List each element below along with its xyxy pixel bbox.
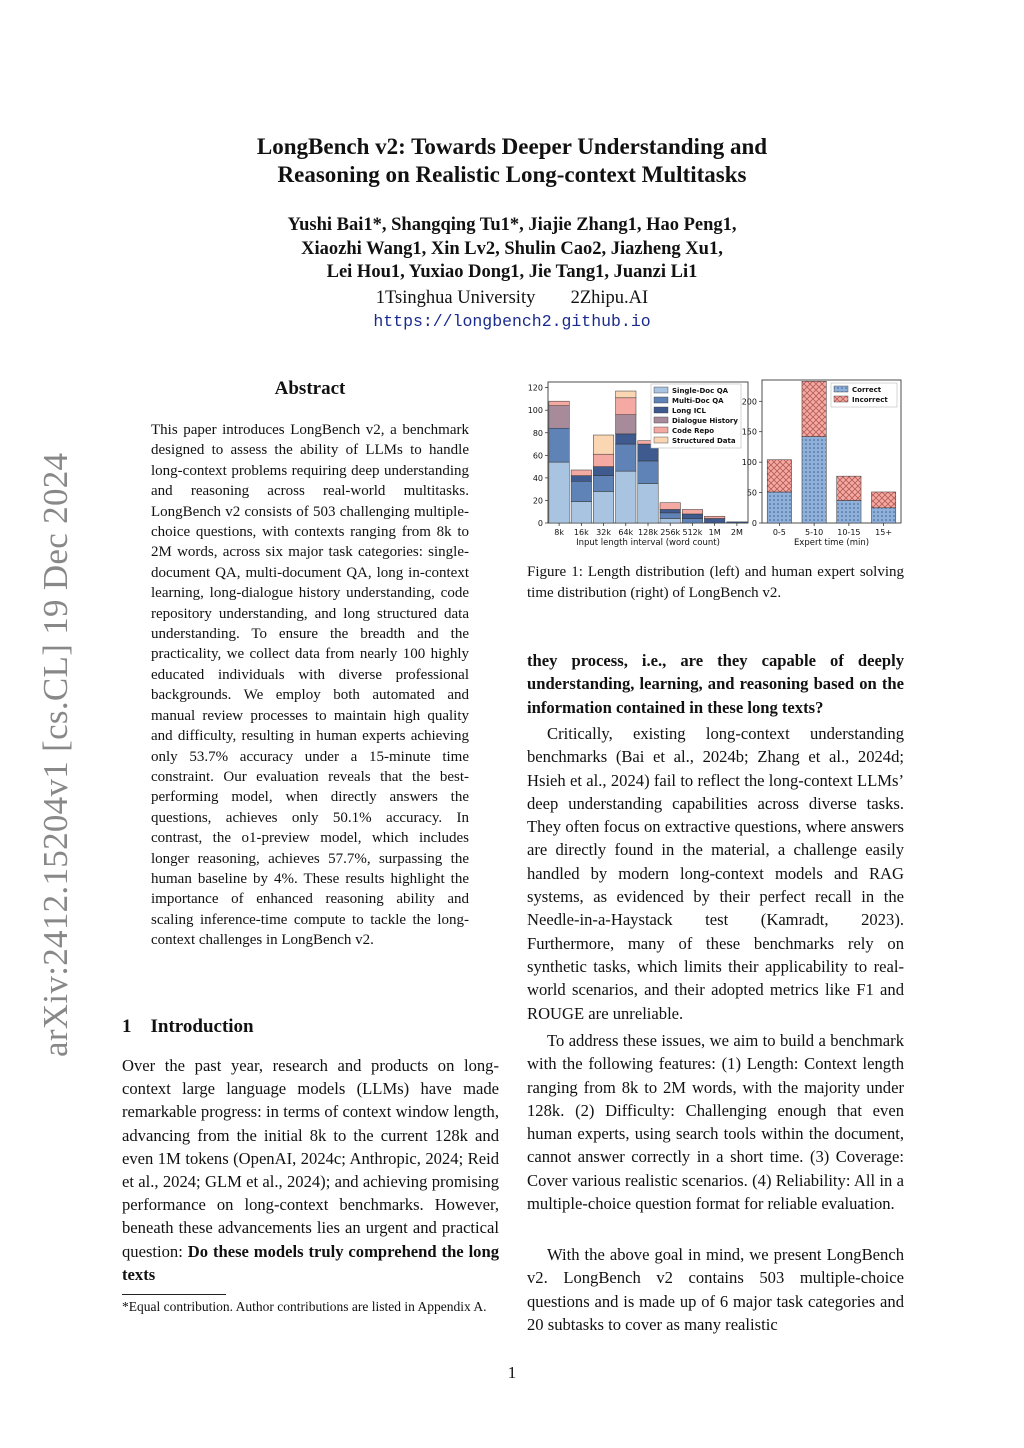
bar-segment	[660, 518, 680, 523]
figure-caption: Figure 1: Length distribution (left) and human expert solving time distribution (right) of LongBench v2.	[527, 564, 904, 601]
bar-segment	[571, 502, 591, 523]
y-tick-label: 100	[741, 458, 757, 468]
legend-swatch	[834, 396, 848, 402]
y-tick-label: 60	[532, 451, 543, 461]
affiliations	[0, 287, 1024, 309]
abstract-heading: Abstract	[274, 378, 346, 399]
y-tick-label: 200	[741, 397, 757, 407]
legend-label: Correct	[852, 386, 882, 394]
x-tick-label: 64k	[618, 528, 634, 537]
x-tick-label: 512k	[682, 528, 703, 537]
bar-segment	[616, 391, 636, 398]
right-bold-question	[527, 649, 904, 719]
bar-segment	[837, 476, 861, 500]
bar-segment	[871, 508, 895, 523]
bar-segment	[704, 516, 724, 518]
legend-label: Single-Doc QA	[672, 387, 729, 395]
footnote: *Equal contribution. Author contributions are listed in Appendix A.	[122, 1299, 487, 1314]
author-list	[0, 214, 1024, 285]
project-url[interactable]: https://longbench2.github.io	[373, 312, 651, 331]
bar-segment	[593, 467, 613, 476]
bar-segment	[682, 518, 702, 523]
section-heading-introduction: 1 Introduction	[122, 1016, 254, 1037]
bar-segment	[593, 454, 613, 466]
bar-segment	[549, 462, 569, 523]
bar-segment	[549, 406, 569, 429]
legend-swatch	[654, 427, 668, 433]
bar-segment	[593, 491, 613, 523]
paragraph-benchmark-features: To address these issues, we aim to build a benchmark with the following features: (1) Length: Context length ranging from 8k to 2M words, with the majority under 128k. (2) Difficulty: Challenging enough that even human experts, using search tools within the document, cannot answer correctly in a short time. (3) Coverage: Cover various realistic scenarios. (4) Reliability: All in a multiple-choice question format for reliable evaluation.	[527, 1031, 904, 1214]
paragraph-present-longbench: With the above goal in mind, we present LongBench v2. LongBench v2 contains 503 multiple-choice questions and is made up of 6 major task categories and 20 subtasks to cover as many realistic	[527, 1245, 904, 1334]
title-line-2: Reasoning on Realistic Long-context Multitasks	[277, 162, 747, 187]
legend-label: Dialogue History	[672, 417, 738, 425]
footnote-rule	[122, 1294, 226, 1295]
legend-label: Long ICL	[672, 407, 706, 415]
bar-segment	[571, 481, 591, 501]
bar-segment	[837, 500, 861, 523]
affiliation-tsinghua: 1Tsinghua University	[375, 288, 536, 308]
bar-segment	[767, 460, 791, 492]
x-tick-label: 16k	[573, 528, 589, 537]
abstract-body: This paper introduces LongBench v2, a benchmark designed to assess the ability of LLMs to handle long-context problems requiring deep understanding and reasoning across real-world multitasks. LongBench v2 consists of 503 challenging multiple-choice questions, with contexts ranging from 8k to 2M words, across six major task categories: single-document QA, multi-document QA, long in-context learning, long-dialogue history understanding, code repository understanding, and long structured data understanding. To ensure the breadth and the practicality, we collect data from nearly 100 highly educated individuals with diverse professional backgrounds. We employ both automated and manual review processes to maintain high quality and difficulty, resulting in human experts achieving only 53.7% accuracy under a 15-minute time constraint. Our evaluation reveals that the best-performing model, when directly answers the questions, achieves only 50.1% accuracy. In contrast, the o1-preview model, which includes longer reasoning, achieves 57.7%, surpassing the human baseline by 4%. These results highlight the importance of enhanced reasoning ability and scaling inference-time compute to tackle the long-context challenges in LongBench v2.	[151, 422, 469, 949]
x-tick-label: 10-15	[837, 528, 861, 537]
bar-segment	[802, 437, 826, 523]
bar-segment	[704, 518, 724, 523]
x-axis-label: Expert time (min)	[793, 538, 870, 548]
legend-swatch	[654, 407, 668, 413]
bar-segment	[616, 471, 636, 523]
bar-segment	[660, 509, 680, 512]
x-tick-label: 0-5	[772, 528, 786, 537]
x-tick-label: 128k	[638, 528, 658, 537]
bar-segment	[549, 401, 569, 406]
x-tick-label: 32k	[596, 528, 611, 537]
x-tick-label: 8k	[554, 528, 564, 537]
bar-segment	[802, 381, 826, 436]
bar-segment	[871, 492, 895, 508]
bar-segment	[571, 476, 591, 482]
bar-segment	[727, 522, 747, 523]
y-tick-label: 20	[532, 496, 543, 506]
legend-label: Multi-Doc QA	[672, 397, 724, 405]
paper-title	[0, 133, 1024, 189]
y-tick-label: 50	[746, 488, 757, 498]
bar-segment	[549, 428, 569, 462]
y-tick-label: 40	[532, 473, 543, 483]
legend	[831, 383, 897, 407]
authors-line-3: Lei Hou1, Yuxiao Dong1, Jie Tang1, Juanzi Li1	[326, 262, 698, 282]
bar-segment	[593, 435, 613, 454]
bar-segment	[767, 492, 791, 523]
length-distribution-chart	[528, 382, 748, 548]
bar-segment	[616, 434, 636, 444]
page-number: 1	[507, 1363, 517, 1382]
legend	[651, 384, 741, 448]
intro-bold-question: Do these models truly comprehend the long texts	[122, 1241, 500, 1284]
legend-swatch	[834, 386, 848, 392]
x-tick-label: 5-10	[805, 528, 824, 537]
x-tick-label: 15+	[875, 528, 893, 537]
bar-segment	[593, 476, 613, 492]
legend-swatch	[654, 437, 668, 443]
x-tick-label: 256k	[660, 528, 681, 537]
introduction-paragraph	[122, 1054, 499, 1286]
bar-segment	[660, 503, 680, 510]
title-line-1: LongBench v2: Towards Deeper Understanding and	[256, 134, 768, 159]
y-tick-label: 150	[741, 427, 757, 437]
bar-segment	[616, 398, 636, 415]
bar-segment	[638, 461, 658, 484]
bar-segment	[571, 470, 591, 476]
legend-swatch	[654, 417, 668, 423]
y-tick-label: 0	[537, 519, 543, 528]
legend-swatch	[654, 397, 668, 403]
bar-segment	[616, 415, 636, 434]
y-tick-label: 0	[751, 519, 757, 528]
authors-line-1: Yushi Bai1*, Shangqing Tu1*, Jiajie Zhang1, Hao Peng1,	[287, 215, 737, 235]
affiliation-zhipu: 2Zhipu.AI	[570, 288, 649, 308]
bar-segment	[682, 514, 702, 519]
paragraph-existing-benchmarks: Critically, existing long-context understanding benchmarks (Bai et al., 2024b; Zhang et al., 2024d; Hsieh et al., 2024) fail to reflect the long-context LLMs’ deep understanding capabilities across diverse tasks. They often focus on extractive questions, where answers are directly found in the material, a challenge easily handled by modern long-context models and RAG systems, as evidenced by their perfect recall in the Needle-in-a-Haystack test (Kamradt, 2023). Furthermore, many of these benchmarks rely on synthetic tasks, which limits their applicability to real-world scenarios, and their adopted metrics like F1 and ROUGE are unreliable.	[527, 724, 904, 1023]
bar-segment	[616, 444, 636, 471]
intro-text: Over the past year, research and products on long-context large language models (LLMs) have made remarkable progress: in terms of context window length, advancing from the initial 8k to the current 128k and even 1M tokens (OpenAI, 2024c; Anthropic, 2024; Reid et al., 2024; GLM et al., 2024); and achieving promising performance on long-context benchmarks. However, beneath these advancements lies an urgent and practical question:	[122, 1056, 499, 1261]
bar-segment	[682, 509, 702, 514]
legend-swatch	[654, 387, 668, 393]
bar-segment	[660, 513, 680, 519]
expert-time-chart	[742, 380, 901, 548]
x-axis-label: Input length interval (word count)	[576, 538, 720, 548]
y-tick-label: 100	[527, 406, 543, 416]
y-tick-label: 120	[527, 383, 543, 393]
bar-segment	[638, 484, 658, 523]
legend-label: Code Repo	[672, 427, 715, 435]
y-tick-label: 80	[532, 428, 543, 438]
authors-line-2: Xiaozhi Wang1, Xin Lv2, Shulin Cao2, Jiazheng Xu1,	[301, 238, 723, 259]
arxiv-stamp: arXiv:2412.15204v1 [cs.CL] 19 Dec 2024	[36, 452, 75, 1057]
legend-label: Structured Data	[672, 437, 736, 445]
legend-label: Incorrect	[852, 396, 888, 404]
x-tick-label: 1M	[708, 528, 721, 537]
figure-1	[516, 378, 908, 548]
x-tick-label: 2M	[730, 528, 743, 537]
right-bold-text: they process, i.e., are they capable of deeply understanding, learning, and reasoning based on the information contained in these long texts?	[527, 651, 904, 717]
